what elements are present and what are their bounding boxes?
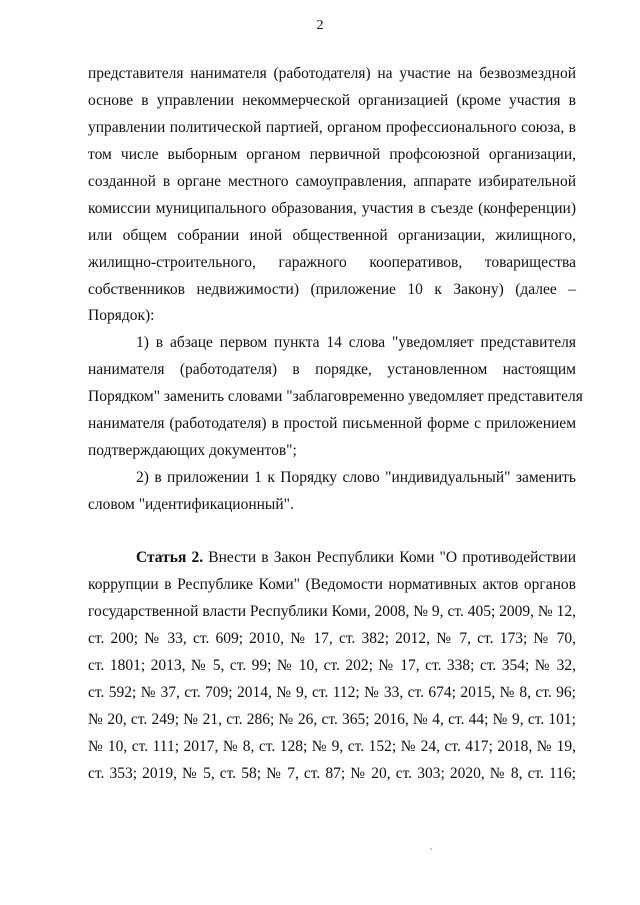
text-line: представителя нанимателя (работодателя) на участие на безвозмездной xyxy=(88,65,576,82)
text-line: ст. 200; № 33, ст. 609; 2010, № 17, ст. 382; 2012, № 7, ст. 173; № 70, xyxy=(88,630,576,647)
text-line: ст. 592; № 37, ст. 709; 2014, № 9, ст. 112; № 33, ст. 674; 2015, № 8, ст. 96; xyxy=(88,684,576,701)
text-line: собственников недвижимости) (приложение 10 к Закону) (далее – xyxy=(88,281,576,298)
text-line: 1) в абзаце первом пункта 14 слова "уведомляет представителя xyxy=(136,334,576,351)
text-line: комиссии муниципального образования, участия в съезде (конференции) xyxy=(88,200,576,217)
text-line: словом "идентификационный". xyxy=(88,496,294,513)
text-line: или общем собрании иной общественной организации, жилищного, xyxy=(88,227,576,244)
text-line: созданной в органе местного самоуправления, аппарате избирательной xyxy=(88,173,576,190)
page-number: 2 xyxy=(316,18,324,33)
text-line: Порядок): xyxy=(88,307,155,324)
text-line: жилищно-строительного, гаражного кооперативов, товарищества xyxy=(88,254,576,271)
text-line: нанимателя (работодателя) в порядке, установленном настоящим xyxy=(88,361,576,378)
text-line: государственной власти Республики Коми, 2008, № 9, ст. 405; 2009, № 12, xyxy=(88,603,576,620)
text-line: № 10, ст. 111; 2017, № 8, ст. 128; № 9, ст. 152; № 24, ст. 417; 2018, № 19, xyxy=(88,738,576,755)
text-line: коррупции в Республике Коми" (Ведомости нормативных актов органов xyxy=(88,576,576,593)
text-line: том числе выборным органом первичной профсоюзной организации, xyxy=(88,146,576,163)
text-line: Порядком" заменить словами "заблаговременно уведомляет представителя xyxy=(88,388,583,405)
text-line: 2) в приложении 1 к Порядку слово "индивидуальный" заменить xyxy=(136,469,576,486)
text-line: ст. 353; 2019, № 5, ст. 58; № 7, ст. 87; № 20, ст. 303; 2020, № 8, ст. 116; xyxy=(88,765,576,782)
text-line: № 20, ст. 249; № 21, ст. 286; № 26, ст. 365; 2016, № 4, ст. 44; № 9, ст. 101; xyxy=(88,711,576,728)
text-line: управлении политической партией, органом профессионального союза, в xyxy=(88,119,576,136)
scan-speck xyxy=(430,848,432,850)
article-first-line xyxy=(136,548,576,568)
text-line: нанимателя (работодателя) в простой письменной форме с приложением xyxy=(88,415,576,432)
article-heading: Статья 2. xyxy=(136,549,204,566)
article-first-line-text: Внести в Закон Республики Коми "О противодействии xyxy=(208,549,576,566)
text-line: основе в управлении некоммерческой организацией (кроме участия в xyxy=(88,92,576,109)
text-line: подтверждающих документов"; xyxy=(88,442,297,459)
text-line: ст. 1801; 2013, № 5, ст. 99; № 10, ст. 202; № 17, ст. 338; ст. 354; № 32, xyxy=(88,657,576,674)
